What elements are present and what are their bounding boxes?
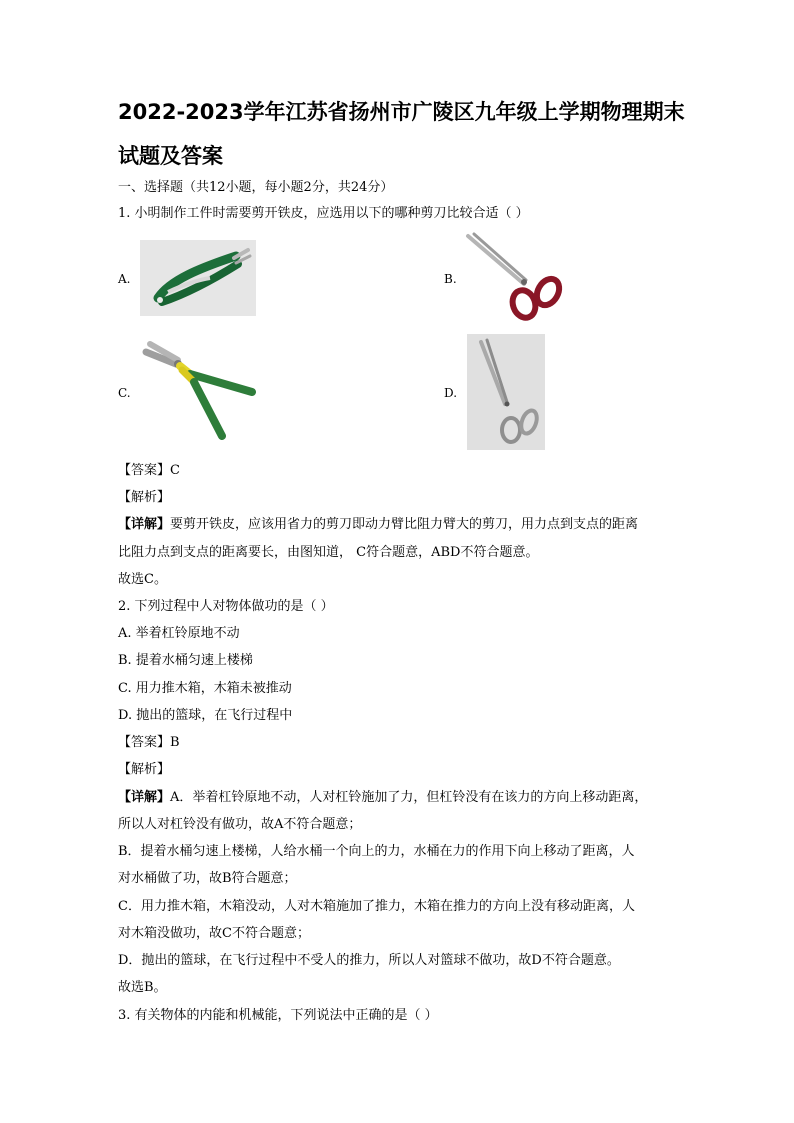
q2-detail-line-4: 对水桶做了功，故B符合题意； [118,871,297,886]
q1-analysis-label: 【解析】 [118,490,171,505]
q2-detail-text-1: A．举着杠铃原地不动，人对杠铃施加了力，但杠铃没有在该力的方向上移动距离， [170,790,648,805]
q1-option-d-image [467,334,545,450]
q2-detail-line-6: 对木箱没做功，故C不符合题意； [118,926,310,941]
section-heading: 一、选择题（共12小题，每小题2分，共24分） [118,180,394,195]
q1-option-b-image [462,232,566,322]
q2-answer: 【答案】B [118,735,180,750]
q2-option-a: A. 举着杠铃原地不动 [118,626,240,641]
thread-snips-icon [140,240,256,316]
q1-option-a-image [140,240,256,316]
q2-option-d: D. 抛出的篮球，在飞行过程中 [118,708,293,723]
q2-conclusion: 故选B。 [118,980,167,995]
q2-detail-line-3: B．提着水桶匀速上楼梯，人给水桶一个向上的力，水桶在力的作用下向上移动了距离，人 [118,844,635,859]
q2-detail-line-7: D．抛出的篮球，在飞行过程中不受人的推力，所以人对篮球不做功，故D不符合题意。 [118,953,620,968]
q2-detail-line-5: C．用力推木箱，木箱没动，人对木箱施加了推力，木箱在推力的方向上没有移动距离，人 [118,899,635,914]
q1-conclusion: 故选C。 [118,572,167,587]
q2-analysis-label: 【解析】 [118,762,171,777]
q2-stem: 2. 下列过程中人对物体做功的是（ ） [118,599,334,614]
q1-answer: 【答案】C [118,463,180,478]
q1-stem: 1. 小明制作工件时需要剪开铁皮，应选用以下的哪种剪刀比较合适（ ） [118,206,529,221]
q1-option-c-label: C. [118,386,131,400]
title-line-1: 2022-2023学年江苏省扬州市广陵区九年级上学期物理期末 [118,100,685,124]
tin-snips-icon [140,338,260,442]
scissors-icon [462,232,566,322]
title-line-2: 试题及答案 [118,144,223,168]
q1-detail-text-1: 要剪开铁皮，应该用省力的剪刀即动力臂比阻力臂大的剪刀，用力点到支点的距离 [170,517,639,532]
q1-detail-line-2: 比阻力点到支点的距离要长，由图知道， C符合题意，ABD不符合题意。 [118,545,539,560]
q1-option-c-image [140,338,260,442]
q2-detail-line-1 [118,784,647,811]
q1-option-b-label: B. [444,272,457,286]
q2-detail-tag: 【详解】 [118,790,171,805]
q3-stem: 3. 有关物体的内能和机械能，下列说法中正确的是（ ） [118,1008,438,1023]
document-title [118,90,688,178]
q2-detail-line-2: 所以人对杠铃没有做功，故A不符合题意； [118,817,362,832]
q1-detail-tag: 【详解】 [118,517,171,532]
q2-option-b: B. 提着水桶匀速上楼梯 [118,653,253,668]
q1-option-a-label: A. [118,272,131,286]
q1-detail-line-1 [118,511,638,538]
steel-scissors-icon [467,334,545,450]
q2-option-c: C. 用力推木箱，木箱未被推动 [118,681,292,696]
q1-option-d-label: D. [444,386,458,400]
